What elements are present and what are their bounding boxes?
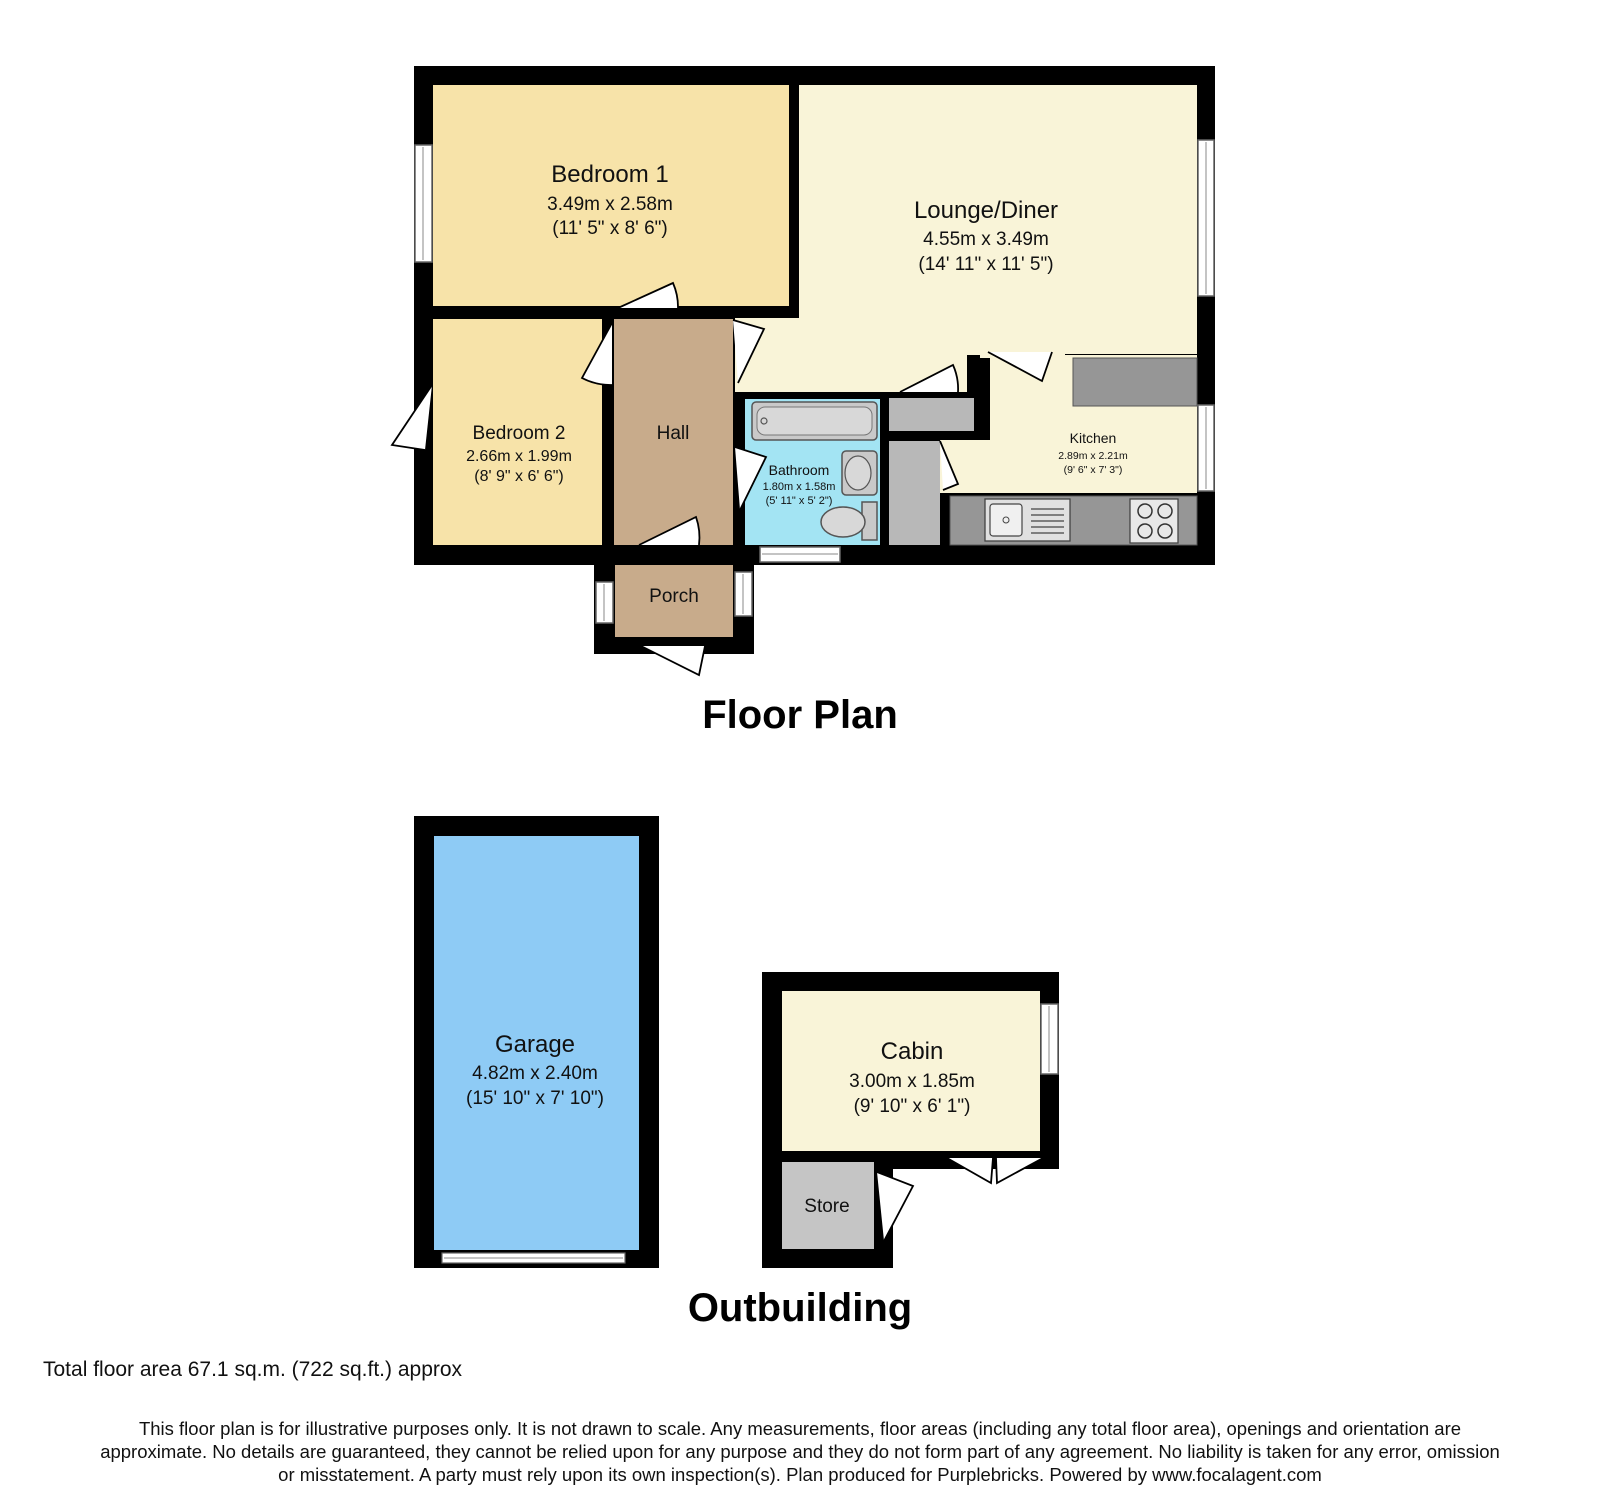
bedroom1-name: Bedroom 1 <box>551 161 669 188</box>
main-floor <box>392 66 1215 675</box>
disclaimer-line: or misstatement. A party must rely upon its own inspection(s). Plan produced for Purplebricks. Powered by www.focalagent.com <box>278 1464 1322 1485</box>
door-cabin-left <box>947 1158 993 1183</box>
kitchen-name: Kitchen <box>1069 430 1117 446</box>
store-name: Store <box>804 1196 850 1217</box>
porch-name: Porch <box>649 586 699 607</box>
bedroom2-metric: 2.66m x 1.99m <box>466 448 572 465</box>
lounge-metric: 4.55m x 3.49m <box>923 229 1049 250</box>
bedroom2-name: Bedroom 2 <box>472 423 566 444</box>
bathroom-imperial: (5' 11" x 5' 2") <box>765 495 833 507</box>
sink-bowl <box>990 504 1022 536</box>
cabin-name: Cabin <box>880 1038 944 1065</box>
lounge-name: Lounge/Diner <box>913 197 1059 224</box>
bedroom1-imperial: (11' 5" x 8' 6") <box>552 218 668 239</box>
door-bedroom2-ext <box>392 385 432 450</box>
door-porch-front <box>641 646 705 675</box>
disclaimer-line: This floor plan is for illustrative purposes only. It is not drawn to scale. Any measurements, floor areas (including any total floor area), openings and orientation are <box>138 1418 1462 1439</box>
hall-name: Hall <box>656 423 690 444</box>
kitchen-worktop-top <box>1073 358 1197 406</box>
lounge-imperial: (14' 11" x 11' 5") <box>918 254 1054 275</box>
basin-bowl <box>845 456 871 490</box>
garage-metric: 4.82m x 2.40m <box>472 1063 598 1084</box>
cabin-doors <box>877 1158 1043 1241</box>
disclaimer-line: approximate. No details are guaranteed, they cannot be relied upon for any purpose and they do not form part of any agreement. No liability is taken for any error, omission <box>100 1441 1500 1462</box>
garage-imperial: (15' 10" x 7' 10") <box>466 1088 604 1109</box>
outbuilding <box>414 816 1059 1268</box>
door-cabin-right <box>996 1158 1043 1183</box>
garage-name: Garage <box>494 1031 576 1058</box>
bathroom-metric: 1.80m x 1.58m <box>762 481 836 493</box>
bedroom2-imperial: (8' 9" x 6' 6") <box>474 468 564 485</box>
disclaimer <box>30 1417 1570 1486</box>
floor-plan-heading: Floor Plan <box>702 693 898 737</box>
outbuilding-heading: Outbuilding <box>687 1286 913 1330</box>
cabin-imperial: (9' 10" x 6' 1") <box>853 1096 971 1117</box>
kitchen-unit-top <box>889 398 974 431</box>
total-floor-area: Total floor area 67.1 sq.m. (722 sq.ft.) approx <box>43 1358 463 1381</box>
kitchen-unit-side <box>889 441 940 545</box>
cabin-metric: 3.00m x 1.85m <box>849 1071 975 1092</box>
bathroom-name: Bathroom <box>768 462 830 478</box>
toilet-icon <box>821 507 865 537</box>
bedroom1-metric: 3.49m x 2.58m <box>547 194 673 215</box>
hob-icon <box>1130 499 1178 543</box>
kitchen-imperial: (9' 6" x 7' 3") <box>1063 464 1123 476</box>
kitchen-metric: 2.89m x 2.21m <box>1058 450 1128 462</box>
bath-inner <box>757 407 872 435</box>
